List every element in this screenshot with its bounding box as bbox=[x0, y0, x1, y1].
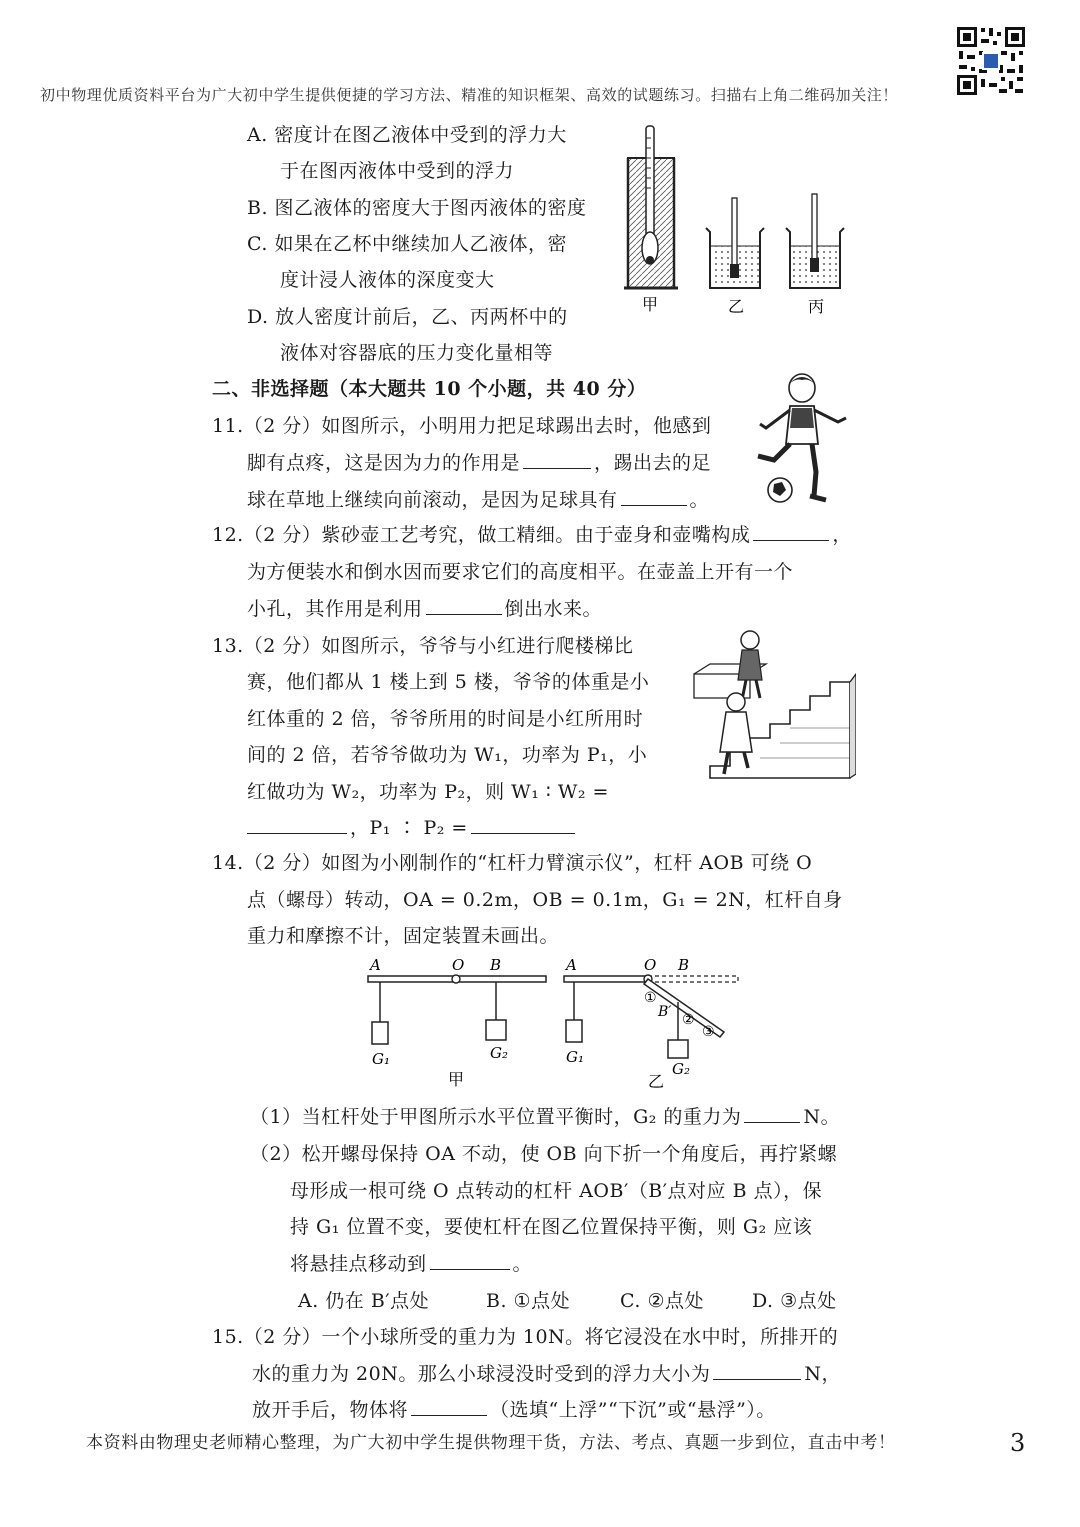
q10-option-c-line1: C. 如果在乙杯中继续加人乙液体，密 bbox=[247, 233, 567, 255]
q10-option-a-line1: A. 密度计在图乙液体中受到的浮力大 bbox=[247, 124, 567, 146]
q13-line1: 13.（2 分）如图所示，爷爷与小红进行爬楼梯比 bbox=[212, 635, 634, 657]
label-b-prime: B′ bbox=[658, 1004, 672, 1020]
q14-sub2-line1: （2）松开螺母保持 OA 不动，使 OB 向下折一个角度后，再拧紧螺 bbox=[250, 1143, 838, 1165]
q14-sub2-line4 bbox=[290, 1251, 532, 1277]
q12-line2: 为方便装水和倒水因而要求它们的高度相平。在壶盖上开有一个 bbox=[247, 561, 794, 583]
qr-code[interactable] bbox=[955, 25, 1027, 97]
q15-line2-text-a: 水的重力为 20N。那么小球浸没时受到的浮力大小为 bbox=[252, 1363, 711, 1385]
q14-sub2-line3: 持 G₁ 位置不变，要使杠杆在图乙位置保持平衡，则 G₂ 应该 bbox=[290, 1216, 813, 1238]
q11-line2-text-a: 脚有点疼，这是因为力的作用是 bbox=[247, 452, 521, 474]
label-circle1: ① bbox=[644, 990, 657, 1006]
label-circle3: ③ bbox=[702, 1024, 715, 1040]
label-o-jia: O bbox=[452, 956, 465, 974]
q15-line3-text-b: （选填“上浮”“下沉”或“悬浮”）。 bbox=[490, 1399, 776, 1421]
label-jia-lever: 甲 bbox=[448, 1070, 465, 1089]
label-a-yi: A bbox=[566, 956, 577, 974]
q11-soccer-player-figure bbox=[752, 372, 852, 507]
q14-line1: 14.（2 分）如图为小刚制作的“杠杆力臂演示仪”，杠杆 AOB 可绕 O bbox=[212, 852, 813, 874]
q11-line2-text-b: ，踢出去的足 bbox=[594, 452, 712, 474]
q14-option-c: C. ②点处 bbox=[620, 1290, 704, 1312]
q14-line2: 点（螺母）转动，OA = 0.2m，OB = 0.1m，G₁ = 2N，杠杆自身 bbox=[247, 889, 843, 911]
q12-line3-text-a: 小孔，其作用是利用 bbox=[247, 598, 423, 620]
q14-sub1-text-a: （1）当杠杆处于甲图所示水平位置平衡时，G₂ 的重力为 bbox=[250, 1106, 742, 1128]
q12-line1-text-a: 12.（2 分）紫砂壶工艺考究，做工精细。由于壶身和壶嘴构成 bbox=[212, 524, 751, 546]
q11-line1: 11.（2 分）如图所示，小明用力把足球踢出去时，他感到 bbox=[212, 415, 712, 437]
q14-sub1-text-b: N。 bbox=[803, 1106, 841, 1128]
label-b-yi: B bbox=[678, 956, 690, 974]
label-g2-yi: G₂ bbox=[672, 1060, 690, 1078]
q13-line3: 红体重的 2 倍，爷爷所用的时间是小红所用时 bbox=[247, 708, 644, 730]
q14-sub1 bbox=[250, 1104, 840, 1130]
label-g2-jia: G₂ bbox=[490, 1044, 508, 1062]
section-2-title: 二、非选择题（本大题共 10 个小题，共 40 分） bbox=[212, 378, 647, 400]
label-jia: 甲 bbox=[642, 295, 659, 314]
q10-option-d-line1: D. 放人密度计前后，乙、丙两杯中的 bbox=[247, 306, 568, 328]
q12-line3 bbox=[247, 596, 602, 622]
q14-blank-1[interactable] bbox=[744, 1104, 800, 1123]
q10-option-a-line2: 于在图丙液体中受到的浮力 bbox=[280, 160, 515, 182]
q15-line2-text-b: N， bbox=[804, 1363, 841, 1385]
q13-stairs-figure bbox=[690, 628, 856, 788]
q10-option-d-line2: 液体对容器底的压力变化量相等 bbox=[280, 342, 554, 364]
q13-blank-1[interactable] bbox=[247, 815, 347, 834]
label-yi: 乙 bbox=[728, 297, 745, 316]
q10-hydrometer-figure bbox=[618, 118, 858, 318]
q15-line1: 15.（2 分）一个小球所受的重力为 10N。将它浸没在水中时，所排开的 bbox=[212, 1326, 839, 1348]
q13-line5: 红做功为 W₂，功率为 P₂，则 W₁ ∶ W₂ = bbox=[247, 781, 609, 803]
q13-blank-2[interactable] bbox=[471, 815, 575, 834]
q11-line2 bbox=[247, 450, 711, 476]
q15-blank-2[interactable] bbox=[411, 1397, 487, 1416]
q12-line3-text-b: 倒出水来。 bbox=[504, 598, 603, 620]
q10-option-c-line2: 度计浸人液体的深度变大 bbox=[280, 269, 495, 291]
q10-option-b: B. 图乙液体的密度大于图丙液体的密度 bbox=[247, 197, 587, 219]
header-banner: 初中物理优质资料平台为广大初中学生提供便捷的学习方法、精准的知识框架、高效的试题练习。扫描右上角二维码加关注！ bbox=[40, 86, 899, 104]
q15-line2 bbox=[252, 1361, 841, 1387]
q15-blank-1[interactable] bbox=[713, 1361, 801, 1380]
q14-option-d: D. ③点处 bbox=[752, 1290, 837, 1312]
q12-line1-text-b: ， bbox=[832, 524, 852, 546]
label-yi-lever: 乙 bbox=[648, 1072, 665, 1091]
q13-line6 bbox=[247, 815, 578, 841]
label-b-jia: B bbox=[490, 956, 502, 974]
q14-sub2-line4-text-a: 将悬挂点移动到 bbox=[290, 1253, 427, 1275]
q14-sub2-line4-text-b: 。 bbox=[512, 1253, 533, 1275]
label-g1-yi: G₁ bbox=[566, 1048, 584, 1066]
q14-blank-2[interactable] bbox=[430, 1251, 510, 1270]
q14-sub2-line2: 母形成一根可绕 O 点转动的杠杆 AOB′（B′点对应 B 点），保 bbox=[290, 1180, 823, 1202]
label-circle2: ② bbox=[682, 1012, 695, 1028]
q13-line6-text: ，P₁ ∶ P₂ = bbox=[350, 817, 468, 839]
q11-blank-2[interactable] bbox=[621, 487, 687, 506]
q14-option-a: A. 仍在 B′点处 bbox=[298, 1290, 430, 1312]
q12-blank-2[interactable] bbox=[426, 596, 502, 615]
footer-text: 本资料由物理史老师精心整理，为广大初中学生提供物理干货，方法、考点、真题一步到位，直击中考！ bbox=[86, 1433, 896, 1453]
q11-line3 bbox=[247, 487, 709, 513]
q11-blank-1[interactable] bbox=[523, 450, 591, 469]
q13-line4: 间的 2 倍，若爷爷做功为 W₁，功率为 P₁，小 bbox=[247, 744, 648, 766]
label-bing: 丙 bbox=[808, 297, 825, 316]
q12-line1 bbox=[212, 522, 852, 548]
q14-option-b: B. ①点处 bbox=[486, 1290, 571, 1312]
label-g1-jia: G₁ bbox=[372, 1050, 390, 1068]
label-o-yi: O bbox=[644, 956, 657, 974]
q14-line3: 重力和摩擦不计，固定装置未画出。 bbox=[247, 925, 560, 947]
page-number: 3 bbox=[1010, 1429, 1026, 1457]
q15-line3 bbox=[252, 1397, 776, 1423]
q14-lever-figure bbox=[360, 952, 750, 1092]
label-a-jia: A bbox=[370, 956, 381, 974]
q11-line3-text-b: 。 bbox=[689, 489, 710, 511]
q12-blank-1[interactable] bbox=[753, 522, 829, 541]
q11-line3-text-a: 球在草地上继续向前滚动，是因为足球具有 bbox=[247, 489, 618, 511]
q13-line2: 赛，他们都从 1 楼上到 5 楼，爷爷的体重是小 bbox=[247, 671, 650, 693]
q15-line3-text-a: 放开手后，物体将 bbox=[252, 1399, 409, 1421]
